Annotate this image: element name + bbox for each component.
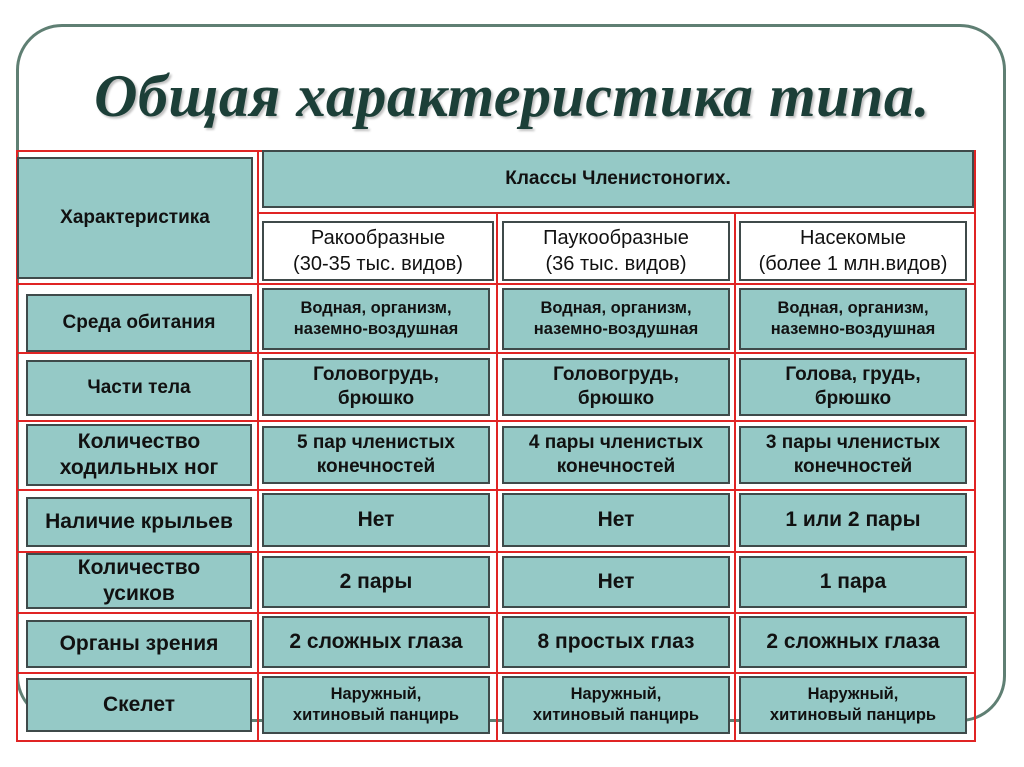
table-cell: 1 пара — [739, 556, 967, 608]
row-label-habitat: Среда обитания — [26, 294, 252, 352]
table-cell: 8 простых глаз — [502, 616, 730, 668]
class-header-crustaceans: Ракообразные (30-35 тыс. видов) — [262, 221, 494, 281]
table-cell: Нет — [262, 493, 490, 547]
row-label-walking-legs: Количество ходильных ног — [26, 424, 252, 486]
table-cell: Наружный, хитиновый панцирь — [262, 676, 490, 734]
table-cell: Нет — [502, 493, 730, 547]
row-label-vision: Органы зрения — [26, 620, 252, 668]
table-cell: Головогрудь, брюшко — [262, 358, 490, 416]
table-cell: Нет — [502, 556, 730, 608]
table-cell: Голова, грудь, брюшко — [739, 358, 967, 416]
row-label-body-parts: Части тела — [26, 360, 252, 416]
characteristic-header: Характеристика — [17, 157, 253, 279]
table-cell: 2 пары — [262, 556, 490, 608]
classes-header: Классы Членистоногих. — [262, 150, 974, 208]
row-label-antennae: Количество усиков — [26, 553, 252, 609]
table-cell: 4 пары членистых конечностей — [502, 426, 730, 484]
table-cell: 2 сложных глаза — [739, 616, 967, 668]
class-header-insects: Насекомые (более 1 млн.видов) — [739, 221, 967, 281]
table-cell: Наружный, хитиновый панцирь — [502, 676, 730, 734]
table-cell: 5 пар членистых конечностей — [262, 426, 490, 484]
slide-title: Общая характеристика типа. — [94, 63, 930, 129]
table-cell: 2 сложных глаза — [262, 616, 490, 668]
class-header-arachnids: Паукообразные (36 тыс. видов) — [502, 221, 730, 281]
table-cell: 1 или 2 пары — [739, 493, 967, 547]
table-cell: Головогрудь, брюшко — [502, 358, 730, 416]
row-label-skeleton: Скелет — [26, 678, 252, 732]
row-label-wings: Наличие крыльев — [26, 497, 252, 547]
table-cell: Наружный, хитиновый панцирь — [739, 676, 967, 734]
table-cell: Водная, организм, наземно-воздушная — [739, 288, 967, 350]
table-cell: Водная, организм, наземно-воздушная — [502, 288, 730, 350]
table-cell: Водная, организм, наземно-воздушная — [262, 288, 490, 350]
table-cell: 3 пары членистых конечностей — [739, 426, 967, 484]
